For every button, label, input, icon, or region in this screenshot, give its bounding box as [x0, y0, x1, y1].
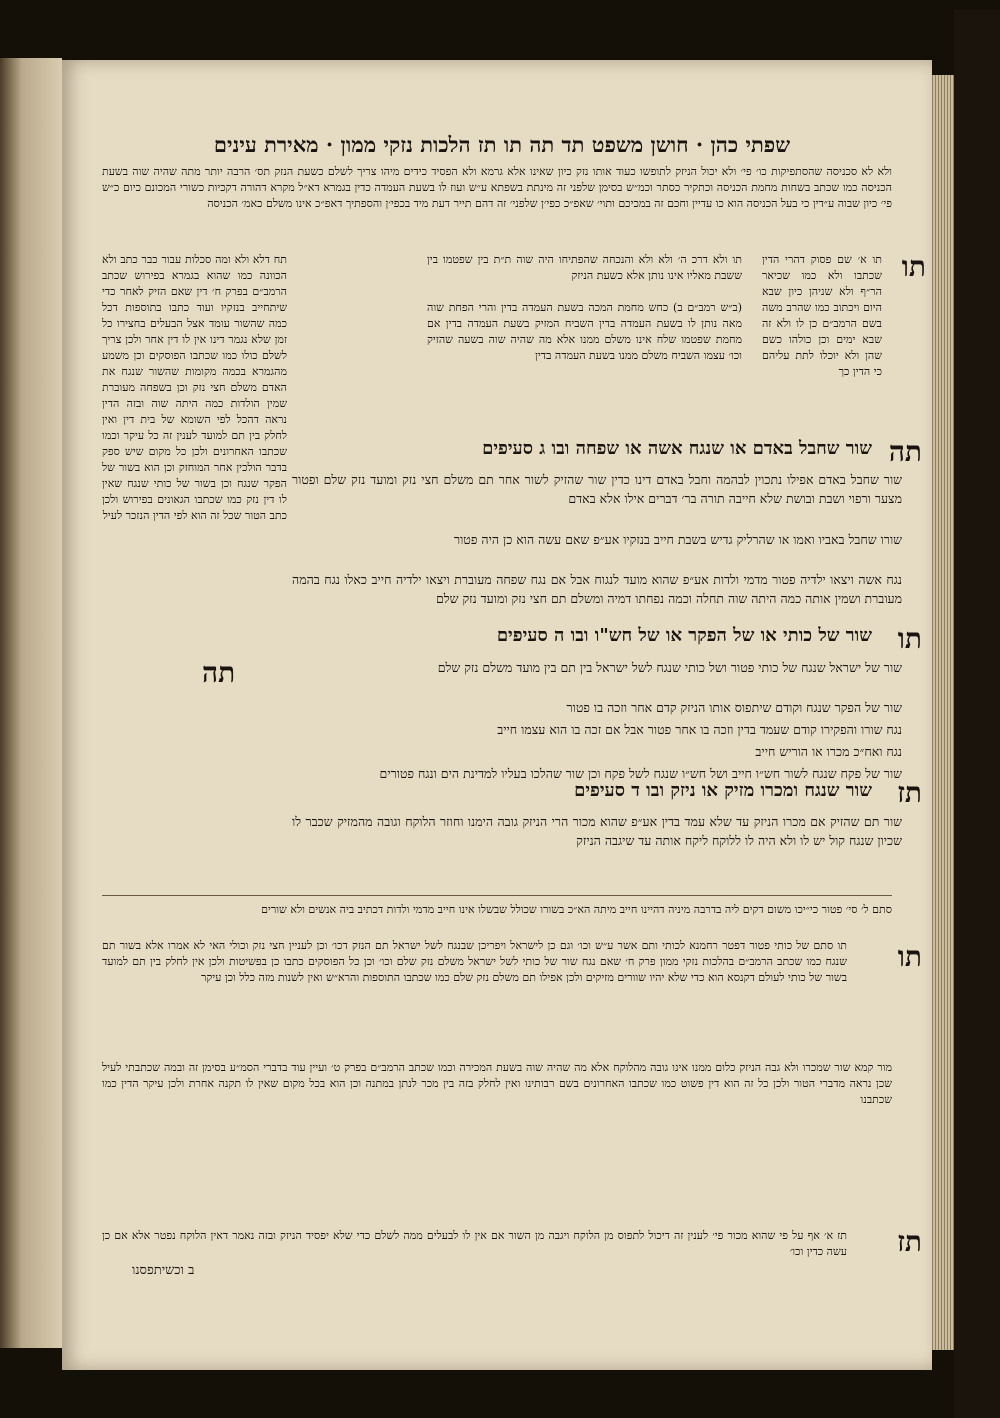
- catchword: ב וכשיתפסנו: [132, 1263, 195, 1278]
- section-405-paragraph-c: נגח אשה ויצאו ילדיה פטור מדמי ולדות אע״פ שהוא מועד לנגוח אבל אם נגח שפחה מעוברת ויצאו ילדיה חייב כאלו נגח בהמה מעוברת ושמין אותה כמה היתה שוה תחלה וכמה נפחתו דמיה ומשלם תם חצי נזק ומועד נזק שלם: [292, 572, 902, 606]
- section-405-title: שור שחבל באדם או שנגח אשה או שפחה ובו ג סעיפים: [482, 438, 872, 459]
- section-406-paragraph-c: נגח שורו והפקירו קודם שעמד בדין וזכה בו אחר פטור אבל אם זכה בו הוא עצמו חייב: [497, 722, 902, 737]
- section-406-paragraph-e: שור של פקח שנגח לשור חש״ו חייב ושל חש״ו שנגח לשל פקח וכן שור שהלכו בעליו למדינת הים ונגח פטורים: [379, 766, 902, 781]
- bottom-commentary-a: סתם ל׳ סי׳ פטור כי״יכו משום דקים ליה בדרבה מיניה דהיינו חייב מיתה הא״כ בשורו שכולל שבשלו אינו חייב מדמי ולדות דכתיב ביה אנשים ולא שורים: [261, 903, 892, 916]
- top-commentary: ולא לא סכניסה שהסתפיקות כו׳ פי׳ ולא יכול הניזק לתופשו כעוד אותו נזק כיון שאינו אלא גרמא ולא הפסיד כידים מיהו צריך לשלם כשעת הנזק תס׳ הרבה יותר מתה שהיה שוה בשעת הכניסה כמו שכתב בשחות מחמת הכניסה וכתקיר כסתר וכמ״ש בסימן שלפני זה מינתת בשפתא ע״ש ועוז לו בשעת העמדה כדין בגמרא דא״ל מקרא דהורה דקכיות כשורי המכונם כיום כ״ש פי׳ כיון שבוה ע״דין כי בעל הכניסה הוא כו עדיין וחכם זה במכיכם ותוי׳ שאפ״כ כפי׳ן שלפני׳ זה דהם תייר דעת מיד בכפי׳ן והספתיך דאפ״כ אינו משלם כאמ׳ הכניסה: [102, 165, 892, 210]
- running-header: שפתי כהן · חושן משפט תד תה תו תז הלכות נזקי ממון · מאירת עינים: [213, 132, 791, 157]
- section-406-paragraph-d: נגח ואח״כ מכרו או הוריש חייב: [755, 744, 902, 759]
- siman-marker-tah: תה: [888, 435, 922, 468]
- commentary-column-b: (ב״ש רמב״ם ב) כחש מחמת המכה בשעת העמדה בדין והרי הפחת שוה מאה נותן לו בשעת העמדה בדין השביח המזיק בשעת העמדה בדין אם מחמת שפטמו שלח אינו משלם ממנו אלא מה שהיה שוה בשעה שהזיק וכו׳ עצמו השביח משלם ממנו בשעת העמדה בדין: [427, 301, 742, 362]
- book-cover-board: [954, 10, 1000, 1418]
- siman-marker-tav: תו: [901, 250, 926, 283]
- section-407-title: שור שנגח ומכרו מזיק או ניזק ובו ד סעיפים: [574, 780, 872, 801]
- section-406-title: שור של כותי או של הפקר או של חש"ו ובו ה סעיפים: [496, 625, 872, 646]
- section-406-paragraph-b: שור של הפקר שנגח וקודם שיתפוס אותו הניזק קדם אחר וזכה בו פטור: [566, 700, 902, 715]
- left-commentary-column: תח דלא ולא ומה סכלות עבור כבר כתב ולא הכוונה כמו שהוא בגמרא בפירוש שכתב הרמב״ם בפרק ח׳ דין שאם הזיק לאחר כדי שיתחייב בנזקיו ועוד כתבו בתוספות דכל כמה שהשור עומד אצל הבעלים בחצירו כל זמן שלא נגמר דינו אין לו דין אחר ולכן צריך לשלם כולו כמו שכתבו הפוסקים וכן משמע מהגמרא בכמה מקומות שהשור שנגח את האדם משלם חצי נזק וכן בשפחה מעוברת שמין הולדות כמה היתה שוה ובזה הדין נראה דהכל לפי השומא של בית דין ואין לחלק בין תם למועד לענין זה כל עיקר וכמו שכתבו האחרונים ולכן כל מקום שיש ספק בדבר הולכין אחר המוחזק וכן הוא בשור של הפקר שנגח וכן בשור של כותי שנגח שאין לו דין נזק כמו שכתבו הגאונים בפירוש ולכן כתב הטור שכל זה הוא לפי הדין הנזכר לעיל: [102, 253, 287, 522]
- bottom-commentary-b: תו סתם של כותי פטור דפטר רחמנא לכותי ותם אשר ע״ש וכו׳ וגם כן לישראל ויפריכן שבנגח לשל ישראל תם הנזק דכו׳ וכן לעניין חצי נזק וכולי האי לא אמרו אלא בשור תם שנגח כמו שכתב הרמב״ם בהלכות נזקי ממון פרק ח׳ שאם נגח שור של כותי לשל ישראל משלם נזק שלם וכו׳ וכן כל הפוסקים כתבו כן בפשיטות ולכן אין לחלק בין תם למועד בשור של כותי לעולם דקנסא הוא כדי שלא יהיו שוורים מזיקים ולכן אפילו תם משלם נזק שלם כמו שכתבו התוספות והרא״ש ואין לשנות מזה כלל וכן עיקר: [102, 939, 847, 984]
- book-page: [62, 60, 932, 1370]
- siman-marker-side: תה: [202, 656, 236, 689]
- siman-marker-tav-406: תו: [897, 622, 922, 655]
- page-edges: [930, 75, 954, 1350]
- section-406-paragraph-a: שור של ישראל שנגח של כותי פטור ושל כותי שנגח לשל ישראל בין תם בין מועד משלם נזק שלם: [437, 660, 902, 675]
- siman-marker-bottom-tav: תו: [897, 940, 922, 973]
- siman-marker-bottom-tz: תז: [897, 1225, 922, 1258]
- divider-line: [102, 895, 892, 896]
- far-right-commentary: תו א׳ שם פסוק דהרי הדין שכתבו ולא כמו שכיאר הר״ף ולא שניהן כיון שבא היום ויכתוב כמו שהרב משה בשם הרמב״ם כן לו ולא זה שבא ימים וכן כולהו כשם שהן ולא יוכלו לתת עליהם כי הדין כך: [762, 253, 882, 378]
- siman-marker-tz: תז: [897, 776, 922, 809]
- bottom-commentary-c: מור קמא שור שמכרו ולא גבה הניזק כלום ממנו אינו גובה מהלוקח אלא מה שהיה שוה בשעת המכירה וכמו שכתב הרמב״ם בפרק ט׳ ועיין עוד בדברי הסמ״ע בסימן זה ובמה שכתבתי לעיל שכן נראה מדברי הטור ולכן כל זה הוא דין פשוט כמו שכתבו האחרונים בשם רבותינו ואין לחלק בזה בין מכר לנתן במתנה וכן הוא בכל מקום שאין לו תקנה אחרת ולכן עיקר הדין כמו שכתבנו: [102, 1061, 892, 1106]
- section-405-paragraph-a: שור שחבל באדם אפילו נתכוין לבהמה וחבל באדם דינו כדין שור שהזיק לשור אחר תם משלם חצי נזק ומועד נזק שלם ופטור מצער ורפוי ושבת ובושת שלא חייבה תורה בר׳ דברים אילו אלא באדם: [292, 472, 902, 506]
- section-405-paragraph-b: שורו שחבל באביו ואמו או שהרליק גדיש בשבת חייב בנזקיו אע״פ שאם עשה הוא כן היה פטור: [453, 532, 902, 547]
- section-407-paragraph-a: שור תם שהזיק אם מכרו הניזק עד שלא עמד בדין אע״פ שהוא מכור הרי הניזק גובה הימנו וחוזר הלוקח וגובה מהמזיק שכבר לו שכיון שנגח קול יש לו ולא היה לו ללוקח ליקח אותה עד שיגבה הניזק: [292, 814, 902, 848]
- facing-page-edge: [0, 58, 62, 1348]
- commentary-column-a: תו ולא דרכ ה׳ ולא ולא והנכחה שהפתיחו היה שוה ת״ת בין שפטמו בין ששבת מאליו אינו נותן אלא כשעת הניזק: [427, 253, 742, 282]
- bottom-commentary-d: תז א׳ אף על פי שהוא מכור פי׳ לענין זה דיכול לתפוס מן הלוקח ויגבה מן השור אם אין לו לבעלים ממה לשלם כדי שלא יפסיד הניזק ובזה נאמר דאין הלוקח נפטר אלא אם כן עשה כדין וכו׳: [102, 1229, 847, 1258]
